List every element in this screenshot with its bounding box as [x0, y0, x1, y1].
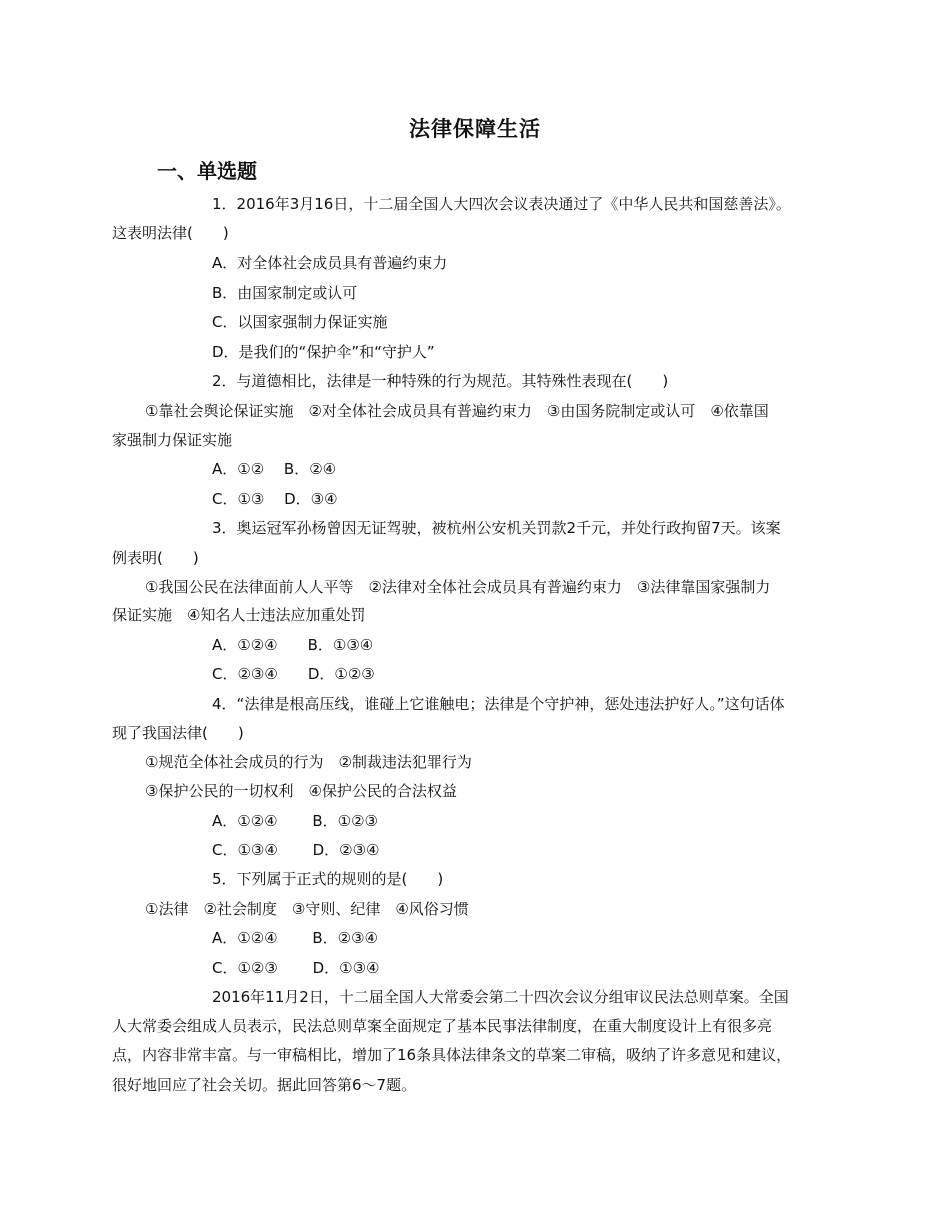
question-5-options-cd: C．①②③ D．①③④	[212, 959, 380, 977]
question-4-stem: 4．“法律是根高压线，谁碰上它谁触电；法律是个守护神，惩处违法护好人。”这句话体	[212, 695, 785, 713]
question-2-options-cd: C．①③ D．③④	[212, 490, 338, 508]
question-4-stem-cont: 现了我国法律( )	[112, 724, 244, 742]
question-5-stem: 5．下列属于正式的规则的是( )	[212, 870, 444, 888]
question-1-stem: 1．2016年3月16日，十二届全国人大四次会议表决通过了《中华人民共和国慈善法》。	[212, 195, 791, 213]
question-3-statements-cont: 保证实施 ④知名人士违法应加重处罚	[112, 606, 366, 624]
question-2-options-ab: A．①② B．②④	[212, 460, 337, 478]
question-1-option-a: A．对全体社会成员具有普遍约束力	[212, 254, 448, 272]
passage-line-3: 点，内容非常丰富。与一审稿相比，增加了16条具体法律条文的草案二审稿，吸纳了许多意见和建议，	[112, 1046, 792, 1064]
question-5-options-ab: A．①②④ B．②③④	[212, 929, 379, 947]
passage-line-4: 很好地回应了社会关切。据此回答第6～7题。	[112, 1076, 417, 1094]
question-3-stem-cont: 例表明( )	[112, 549, 199, 567]
question-1-stem-cont: 这表明法律( )	[112, 224, 229, 242]
section-heading: 一、单选题	[157, 159, 257, 183]
question-4-statements-1: ①规范全体社会成员的行为 ②制裁违法犯罪行为	[145, 753, 472, 771]
question-1-option-b: B．由国家制定或认可	[212, 284, 358, 302]
question-3-options-cd: C．②③④ D．①②③	[212, 665, 375, 683]
question-1-option-d: D．是我们的“保护伞”和“守护人”	[212, 343, 435, 361]
question-3-options-ab: A．①②④ B．①③④	[212, 636, 374, 654]
question-1-option-c: C．以国家强制力保证实施	[212, 313, 388, 331]
passage-line-2: 人大常委会组成人员表示，民法总则草案全面规定了基本民事法律制度，在重大制度设计上有很多亮	[112, 1017, 773, 1035]
question-4-statements-2: ③保护公民的一切权利 ④保护公民的合法权益	[145, 782, 457, 800]
question-3-statements: ①我国公民在法律面前人人平等 ②法律对全体社会成员具有普遍约束力 ③法律靠国家强制力	[145, 578, 771, 596]
question-3-stem: 3．奥运冠军孙杨曾因无证驾驶，被杭州公安机关罚款2千元，并处行政拘留7天。该案	[212, 519, 781, 537]
question-4-options-cd: C．①③④ D．②③④	[212, 841, 380, 859]
page-title: 法律保障生活	[409, 117, 541, 141]
question-5-statements: ①法律 ②社会制度 ③守则、纪律 ④风俗习惯	[145, 900, 469, 918]
question-4-options-ab: A．①②④ B．①②③	[212, 812, 379, 830]
question-2-statements-cont: 家强制力保证实施	[112, 431, 233, 449]
question-2-stem: 2．与道德相比，法律是一种特殊的行为规范。其特殊性表现在( )	[212, 372, 669, 390]
question-2-statements: ①靠社会舆论保证实施 ②对全体社会成员具有普遍约束力 ③由国务院制定或认可 ④依靠国	[145, 402, 769, 420]
passage-line-1: 2016年11月2日，十二届全国人大常委会第二十四次会议分组审议民法总则草案。全国	[212, 988, 789, 1006]
